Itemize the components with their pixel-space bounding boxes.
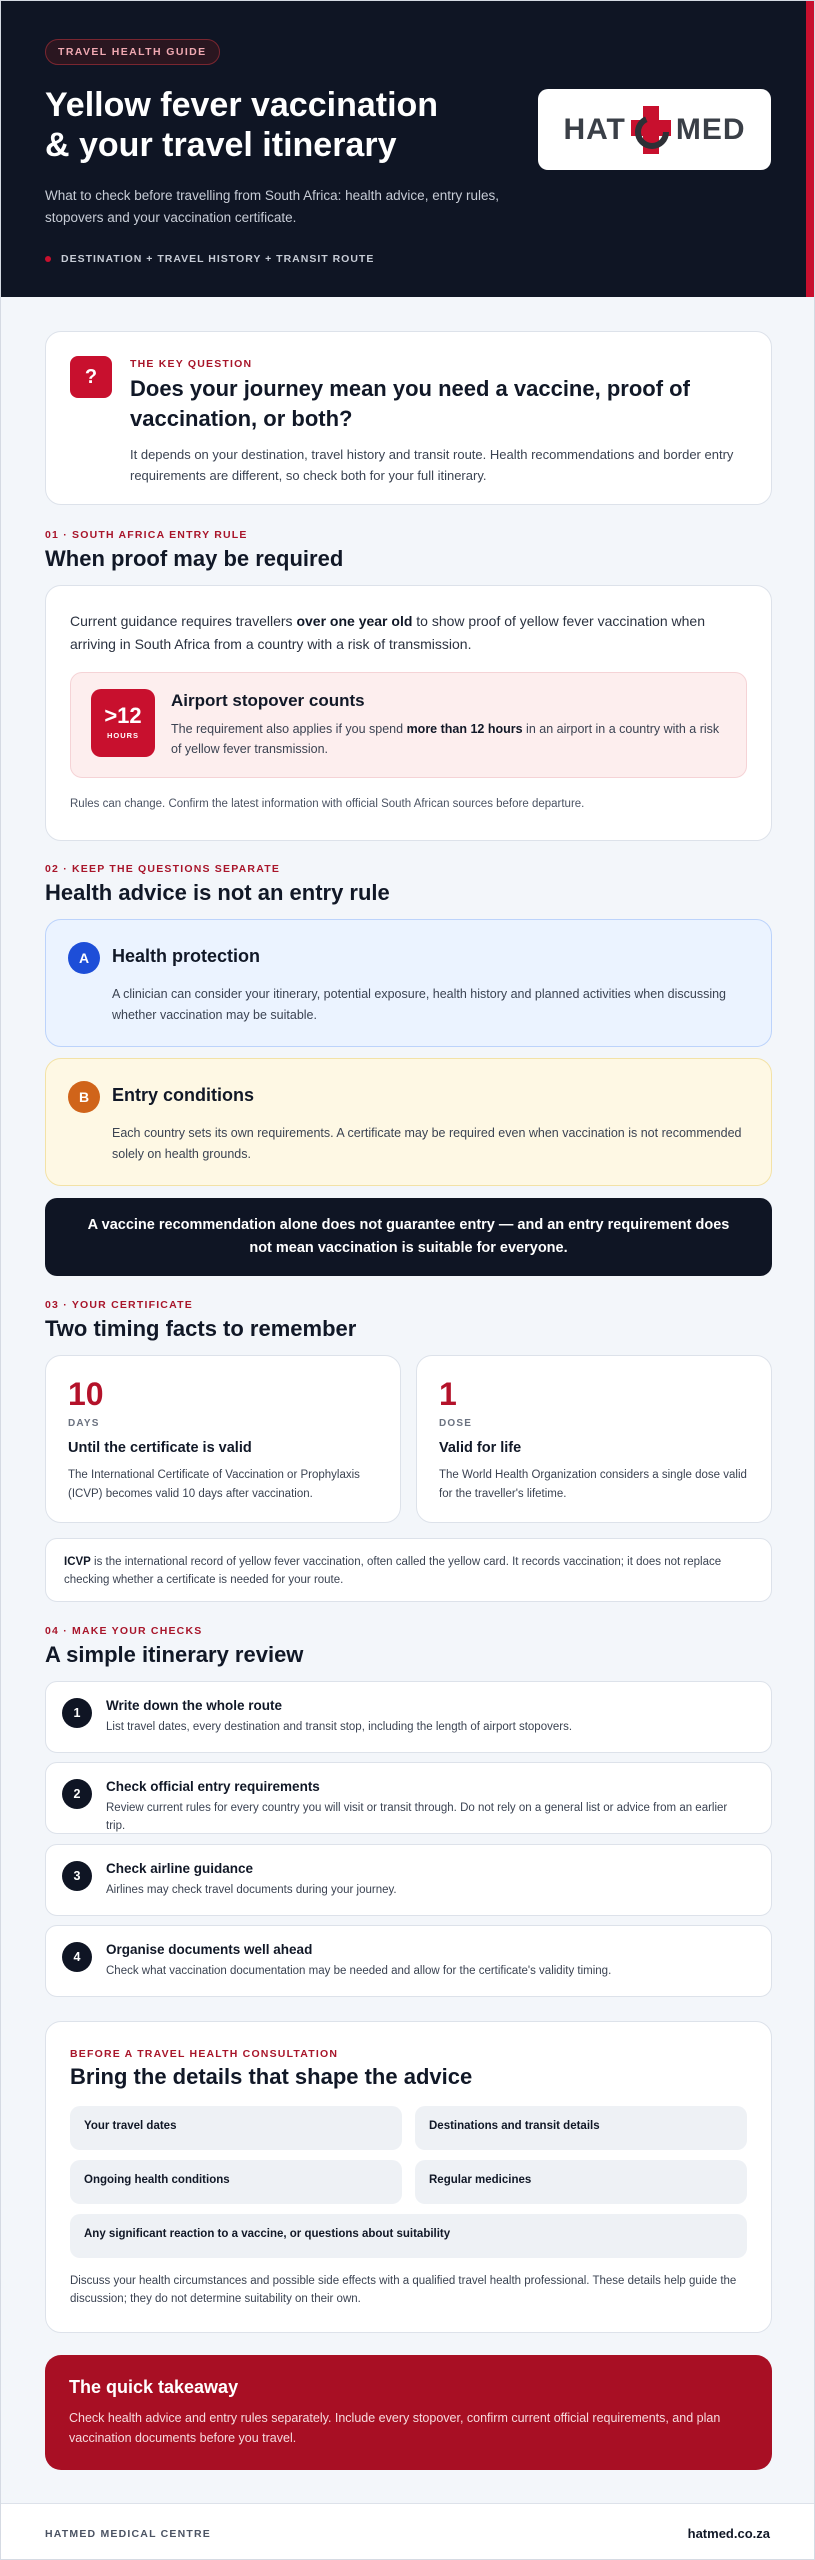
- step-body: Airlines may check travel documents during your journey.: [106, 1884, 397, 1896]
- fact-card-dose: [416, 1355, 772, 1523]
- fact-days-title: Until the certificate is valid: [68, 1440, 252, 1456]
- key-message-banner: A vaccine recommendation alone does not guarantee entry — and an entry requirement does not mean vaccination is suitable for everyone.: [45, 1198, 772, 1276]
- consultation-body: Discuss your health circumstances and possible side effects with a qualified travel health professional. These details help guide the discussion; they do not determine suitability on their own.: [70, 2275, 737, 2305]
- bullet-dot-icon: [45, 256, 51, 262]
- guide-tag: TRAVEL HEALTH GUIDE: [45, 39, 220, 65]
- letter-a-badge: A: [68, 942, 100, 974]
- fact-days-unit: DAYS: [68, 1418, 100, 1429]
- consultation-eyebrow: BEFORE A TRAVEL HEALTH CONSULTATION: [70, 2048, 339, 2060]
- hero-accent-stripe: [806, 1, 814, 297]
- step-body: Review current rules for every country you will visit or transit through. Do not rely on a general list or advice from an earlier trip.: [106, 1802, 728, 1832]
- step-number: 4: [62, 1942, 92, 1972]
- fact-card-days: [45, 1355, 401, 1523]
- entry-conditions-title: Entry conditions: [112, 1085, 255, 1105]
- health-protection-body: A clinician can consider your itinerary, potential exposure, health history and planned activities when discussing whether vaccination may be suitable.: [112, 987, 727, 1022]
- detail-pill: Any significant reaction to a vaccine, or questions about suitability: [70, 2214, 747, 2258]
- hours-badge: >12 HOURS: [91, 689, 155, 757]
- step-body: List travel dates, every destination and transit stop, including the length of airport stopovers.: [106, 1721, 573, 1733]
- takeaway-body: Check health advice and entry rules separately. Include every stopover, confirm current official requirements, and plan vaccination documents before you travel.: [69, 2411, 721, 2445]
- icvp-note: ICVP is the international record of yellow fever vaccination, often called the yellow card. It records vaccination; it does not replace checking whether a certificate is needed for your route.: [64, 1556, 722, 1586]
- key-question-title: Does your journey mean you need a vaccine, proof of vaccination, or both?: [130, 376, 690, 431]
- stopover-title: Airport stopover counts: [171, 691, 365, 710]
- step-title: Write down the whole route: [106, 1698, 283, 1713]
- logo-wordmark: HAT MED: [563, 102, 745, 158]
- step-item: [45, 1762, 772, 1834]
- health-protection-card: [45, 919, 772, 1047]
- hatmed-logo[interactable]: [538, 89, 771, 170]
- section2-title: Health advice is not an entry rule: [45, 880, 390, 905]
- section1-eyebrow: 01 · SOUTH AFRICA ENTRY RULE: [45, 529, 248, 541]
- section2-eyebrow: 02 · KEEP THE QUESTIONS SEPARATE: [45, 863, 281, 875]
- entry-rule-card: [45, 585, 772, 841]
- medical-cross-icon: [628, 102, 674, 158]
- step-item: [45, 1925, 772, 1997]
- detail-pill: Ongoing health conditions: [70, 2160, 402, 2204]
- section4-eyebrow: 04 · MAKE YOUR CHECKS: [45, 1625, 203, 1637]
- footer-brand: HATMED MEDICAL CENTRE: [45, 2528, 211, 2540]
- hero-subtitle: What to check before travelling from South Africa: health advice, entry rules, stopovers and your vaccination certificate.: [45, 188, 499, 225]
- fact-dose-title: Valid for life: [439, 1440, 522, 1456]
- step-number: 1: [62, 1698, 92, 1728]
- key-question-body: It depends on your destination, travel history and transit route. Health recommendations and border entry requirements are different, so check both for your full itinerary.: [130, 447, 734, 483]
- footer: [1, 2503, 814, 2559]
- step-title: Organise documents well ahead: [106, 1942, 313, 1957]
- consultation-card: [45, 2021, 772, 2333]
- takeaway-card: [45, 2355, 772, 2470]
- fact-dose-unit: DOSE: [439, 1418, 473, 1429]
- rules-note: Rules can change. Confirm the latest information with official South African sources before departure.: [70, 798, 585, 810]
- step-title: Check official entry requirements: [106, 1779, 320, 1794]
- step-title: Check airline guidance: [106, 1861, 254, 1876]
- fact-dose-number: 1: [439, 1376, 457, 1412]
- step-number: 3: [62, 1861, 92, 1891]
- step-item: [45, 1681, 772, 1753]
- hero: [1, 1, 814, 297]
- detail-pill: Destinations and transit details: [415, 2106, 747, 2150]
- hero-meta: DESTINATION + TRAVEL HISTORY + TRANSIT ROUTE: [45, 253, 770, 265]
- fact-days-body: The International Certificate of Vaccination or Prophylaxis (ICVP) becomes valid 10 days after vaccination.: [68, 1469, 360, 1500]
- detail-pill: Regular medicines: [415, 2160, 747, 2204]
- key-question-card: [45, 331, 772, 505]
- question-icon: ?: [70, 356, 112, 398]
- takeaway-title: The quick takeaway: [69, 2377, 239, 2397]
- section3-title: Two timing facts to remember: [45, 1316, 357, 1341]
- section4-title: A simple itinerary review: [45, 1642, 304, 1667]
- stopover-body: The requirement also applies if you spend more than 12 hours in an airport in a country with a risk of yellow fever transmission.: [171, 722, 720, 756]
- step-item: [45, 1844, 772, 1916]
- fact-dose-body: The World Health Organization considers a single dose valid for the traveller's lifetime.: [439, 1469, 747, 1500]
- entry-rule-body: Current guidance requires travellers over one year old to show proof of yellow fever vaccination when arriving in South Africa from a country with a risk of transmission.: [70, 613, 705, 652]
- icvp-note-card: [45, 1538, 772, 1602]
- entry-conditions-body: Each country sets its own requirements. A certificate may be required even when vaccination is not recommended solely on health grounds.: [112, 1126, 742, 1161]
- section1-title: When proof may be required: [45, 546, 344, 571]
- page-title: Yellow fever vaccination & your travel itinerary: [45, 86, 439, 164]
- entry-conditions-card: [45, 1058, 772, 1186]
- step-body: Check what vaccination documentation may be needed and allow for the certificate's validity timing.: [106, 1965, 612, 1977]
- stopover-callout: [70, 672, 747, 778]
- section3-eyebrow: 03 · YOUR CERTIFICATE: [45, 1299, 193, 1311]
- health-protection-title: Health protection: [112, 946, 261, 966]
- detail-pill: Your travel dates: [70, 2106, 402, 2150]
- consultation-title: Bring the details that shape the advice: [70, 2064, 473, 2089]
- website-link[interactable]: hatmed.co.za: [687, 2526, 770, 2541]
- fact-days-number: 10: [68, 1376, 104, 1412]
- letter-b-badge: B: [68, 1081, 100, 1113]
- step-number: 2: [62, 1779, 92, 1809]
- key-question-eyebrow: THE KEY QUESTION: [130, 358, 253, 370]
